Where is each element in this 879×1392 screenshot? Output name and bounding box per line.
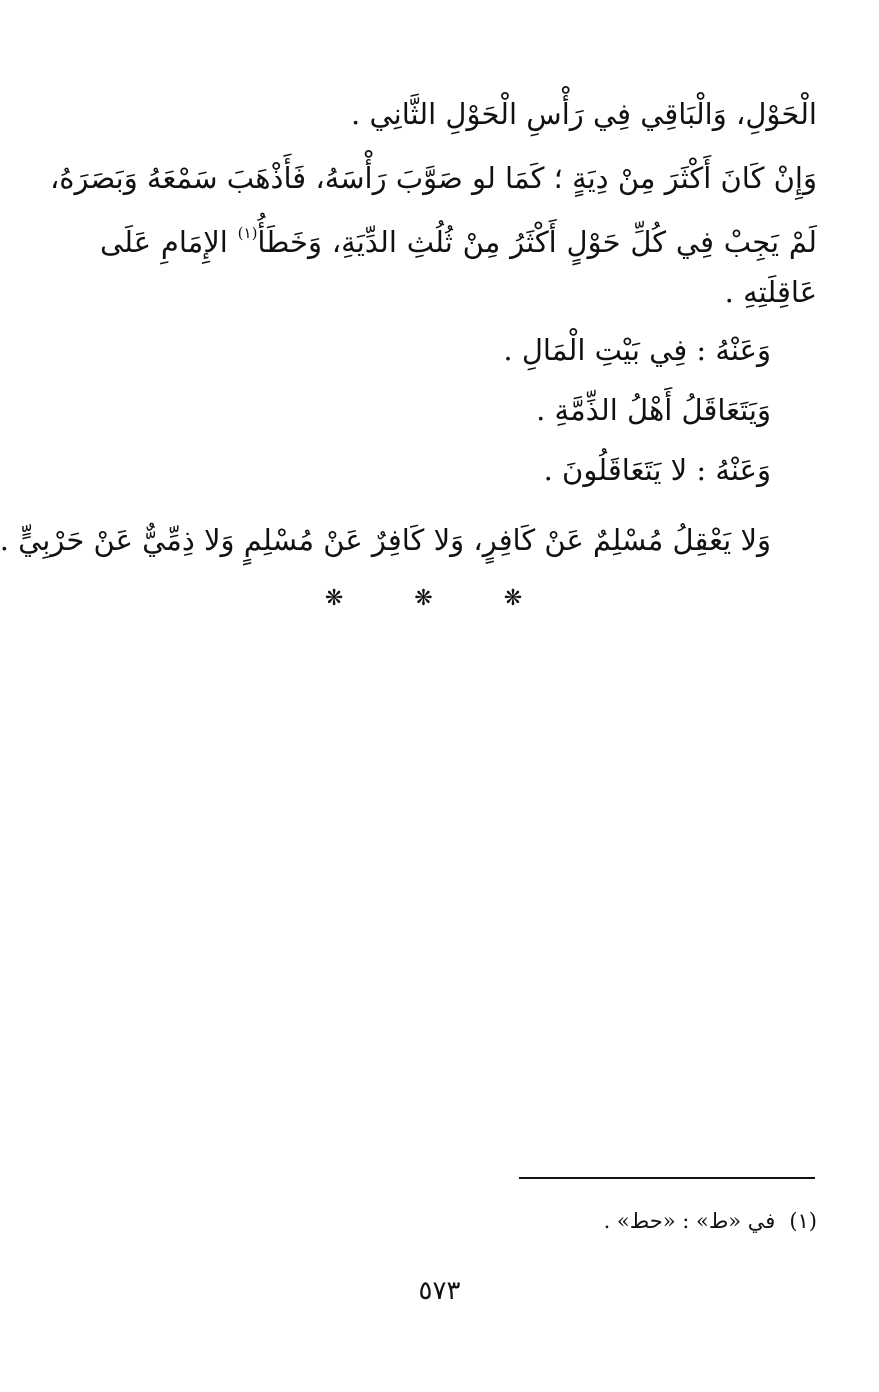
text-line-7: وَعَنْهُ : لا يَتَعَاقَلُونَ . bbox=[543, 453, 771, 487]
text-line-1: الْحَوْلِ، وَالْبَاقِي فِي رَأْسِ الْحَوْلِ الثَّانِي . bbox=[351, 97, 817, 131]
text-line-6: وَيَتَعَاقَلُ أَهْلُ الذِّمَّةِ . bbox=[536, 393, 771, 427]
text-line-2: وَإِنْ كَانَ أَكْثَرَ مِنْ دِيَةٍ ؛ كَمَا لو صَوَّبَ رَأْسَهُ، فَأَذْهَبَ سَمْعَهُ وَبَصَرَهُ، bbox=[49, 161, 817, 195]
footnote-divider bbox=[519, 1177, 815, 1179]
footnote bbox=[604, 1206, 817, 1236]
page-number: ٥٧٣ bbox=[418, 1276, 461, 1306]
footnote-text: في «ط» : «حط» . bbox=[603, 1209, 776, 1233]
footnote-marker: (١) bbox=[237, 224, 258, 242]
footnote-number: (١) bbox=[789, 1209, 817, 1233]
text-line-3-start: لَمْ يَجِبْ فِي كُلِّ حَوْلٍ أَكْثَرُ مِنْ ثُلُثِ الدِّيَةِ، وَخَطَأُ bbox=[257, 225, 818, 259]
section-separator: ❋ ❋ ❋ bbox=[324, 586, 555, 611]
text-line-3 bbox=[100, 222, 817, 262]
text-line-3-end: الإِمَامِ عَلَى bbox=[100, 225, 238, 259]
text-line-4: عَاقِلَتِهِ . bbox=[724, 275, 817, 309]
text-line-8: وَلا يَعْقِلُ مُسْلِمٌ عَنْ كَافِرٍ، وَلا كَافِرٌ عَنْ مُسْلِمٍ وَلا ذِمِّيٌّ عَنْ حَرْبِيٍّ . bbox=[0, 523, 771, 557]
text-line-5: وَعَنْهُ : فِي بَيْتِ الْمَالِ . bbox=[503, 333, 771, 367]
